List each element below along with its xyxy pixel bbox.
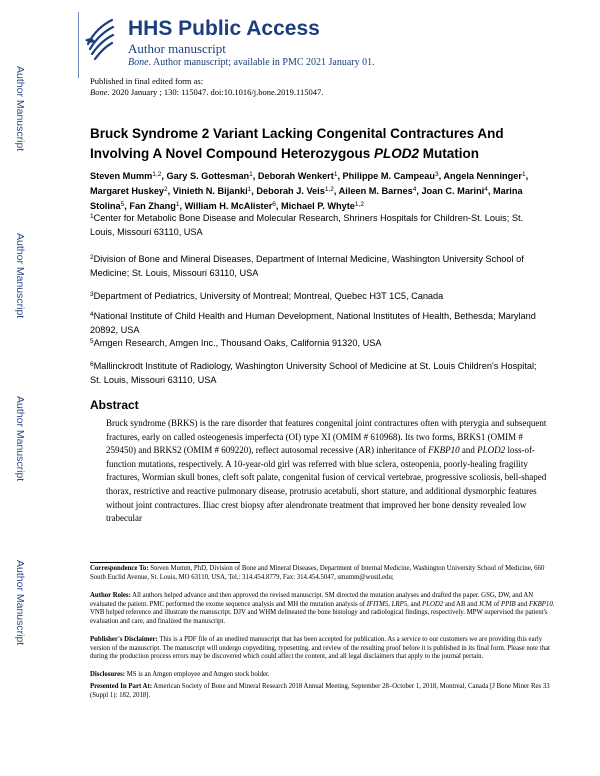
affiliation-number: 4 <box>90 311 94 318</box>
footnote-presented <box>90 683 555 700</box>
author-name: Joan C. Marini <box>421 186 485 196</box>
disclaimer-text: This is a PDF file of an unedited manuscript that has been accepted for publication. As a service to our customers we are providing this early version of the manuscript. The manuscript will undergo copyediting, typesetting, and review of the resulting proof before it is published in its final form. Please note that during the production process errors may be discovered which could affect the content, and all legal disclaimers that apply to the journal pertain. <box>90 636 550 661</box>
affiliation-text: Center for Metabolic Bone Disease and Molecular Research, Shriners Hospitals for Children-St. Louis; St. Louis, Missouri 63110, USA <box>90 213 524 237</box>
author <box>90 171 161 181</box>
side-label-author-manuscript-4: Author Manuscript <box>14 560 26 646</box>
author-roles-text-3: and AB and JCM of <box>443 600 501 608</box>
footnote-publisher-disclaimer <box>90 636 555 662</box>
publication-info <box>90 76 323 98</box>
title-part-2: Mutation <box>419 146 480 161</box>
affiliation-text: Mallinckrodt Institute of Radiology, Washington University School of Medicine at St. Louis Children's Hospital; St. Louis, Missouri 63110, USA <box>90 361 537 385</box>
author <box>173 186 252 196</box>
hhs-public-access-title: HHS Public Access <box>128 17 320 40</box>
abstract-gene-1: FKBP10 <box>428 445 460 456</box>
author-name: Vinieth N. Bijanki <box>172 186 248 196</box>
journal-availability-line <box>128 57 375 68</box>
author-affiliation-sup: 1 <box>249 171 253 178</box>
affiliation-number: 3 <box>90 291 94 298</box>
author-name: Deborah J. Veis <box>256 186 325 196</box>
author <box>443 171 525 181</box>
disclosures-label: Disclosures: <box>90 671 125 678</box>
author <box>90 186 168 196</box>
author-name: Margaret Huskey <box>90 186 165 196</box>
affiliation-text: Department of Pediatrics, University of Montreal; Montreal, Quebec H3T 1C5, Canada <box>93 291 444 301</box>
journal-name: Bone <box>128 57 149 68</box>
author-name: Aileen M. Barnes <box>338 186 413 196</box>
author-roles-text-4: and <box>515 600 529 608</box>
abstract-gene-2: PLOD2 <box>477 445 506 456</box>
author-affiliation-sup: 4 <box>484 186 488 193</box>
availability-text: . Author manuscript; available in PMC 2021 January 01. <box>148 57 375 68</box>
affiliation-2 <box>90 251 550 280</box>
affiliation-4 <box>90 308 550 337</box>
side-label-author-manuscript-1: Author Manuscript <box>14 66 26 152</box>
author-manuscript-subtitle: Author manuscript <box>128 41 226 56</box>
abstract-heading: Abstract <box>90 398 139 412</box>
presented-text: American Society of Bone and Mineral Research 2018 Annual Meeting, September 28–October 1, 2018, Montreal, Canada [J Bone Miner Res 33 (Suppl 1): 182, 2018]. <box>90 683 550 699</box>
author <box>258 171 338 181</box>
author-roles-gene-3: PPIB <box>500 600 516 608</box>
author-roles-label: Author Roles: <box>90 592 131 599</box>
author-affiliation-sup: 3 <box>434 171 439 178</box>
title-part-1: Bruck Syndrome 2 Variant Lacking Congenital Contractures And Involving A Novel Compound Heterozygous <box>90 126 504 161</box>
author-affiliation-sup: 1,2 <box>324 186 334 193</box>
author-affiliation-sup: 1,2 <box>152 171 162 178</box>
correspondence-text: Steven Mumm, PhD, Division of Bone and Mineral Diseases, Department of Internal Medicine, Washington University School of Medicine, 660 South Euclid Avenue, St. Louis, MO 63110, USA, Tel.: 314.454.8779, Fax: 314.454.5047, smumm@wustl.edu; <box>90 565 545 581</box>
author-affiliation-sup: 1 <box>333 171 338 178</box>
presented-label: Presented In Part At: <box>90 683 152 690</box>
author-affiliation-sup: 6 <box>272 201 276 208</box>
author-name: Philippe M. Campeau <box>342 171 435 181</box>
author-name: William H. McAlister <box>184 201 273 211</box>
author-roles-text-5: . VNB helped reference and illustrate the manuscript. DJV and WHM delineated the bone histology and radiological findings, respectively. MPW supervised the patient's evaluation and care, and finalized the manuscript. <box>90 600 555 625</box>
correspondence-label: Correspondence To: <box>90 565 149 572</box>
author-name: Fan Zhang <box>129 201 176 211</box>
hhs-eagle-logo-icon <box>82 14 116 62</box>
author <box>256 186 333 196</box>
author-name: Angela Nenninger <box>443 171 522 181</box>
affiliation-3 <box>90 288 550 304</box>
author <box>343 171 439 181</box>
author-name: Deborah Wenkert <box>257 171 334 181</box>
footnote-divider <box>90 562 240 563</box>
citation-line <box>90 87 323 98</box>
author <box>166 171 252 181</box>
author-affiliation-sup: 4 <box>412 186 417 193</box>
affiliation-number: 1 <box>90 213 94 220</box>
published-in-label: Published in final edited form as: <box>90 76 204 86</box>
disclosures-text: MS is an Amgen employee and Amgen stock holder. <box>125 671 270 678</box>
author-roles-text-2: and <box>408 600 423 608</box>
abstract-part-1: Bruck syndrome (BRKS) is the rare disorder that features congenital joint contractures often with pterygia and subsequent fractures, early on called osteogenesis imperfecta (OI) type XI (OMIM # 610968). Its two forms, BRKS1 (OMIM # 259450) and BRKS2 (OMIM # 609220), reflect autosomal recessive (AR) inheritance of <box>106 418 547 456</box>
abstract-text <box>106 417 551 526</box>
citation-journal: Bone <box>90 87 108 97</box>
footnote-disclosures <box>90 671 555 680</box>
abstract-part-2: loss-of-function mutations, respectively. A 10-year-old girl was referred with blue sclera, osteopenia, poorly-healing fragility fractures, Wormian skull bones, cleft soft palate, congenital fusion of cervical vertebrae, progressive scoliosis, bell-shaped thorax, restrictive and reactive pulmonary disease, protrusio acetabuli, short stature, and additional dysmorphic features without joint contractures. Iliac crest biopsy after alendronate treatment that improved her bone density revealed low trabecular <box>106 445 547 524</box>
abstract-and: and <box>459 445 478 456</box>
author-name: Michael P. Whyte <box>281 201 355 211</box>
author-list: Steven Mumm$^{1,2}$, Gary S. Gottesman$^1$, Deborah Wenkert$^1$, Philippe M. Campeau$^3$, Angela Nenninger$^1$, Margaret Huskey$^2$, Vinieth N. Bijanki$^1$, Deborah J. Veis$^{1,2}$, Aileen M. Barnes$^4$, Joan C. Marini$^4$, Marina Stolina$^5$, Fan Zhang$^1$, William H. McAlister$^6$, Michael P. Whyte$^{1,2}$ <box>90 171 529 211</box>
affiliation-number: 6 <box>90 361 94 368</box>
header-divider <box>78 12 79 78</box>
affiliation-1 <box>90 210 550 239</box>
author-name: Gary S. Gottesman <box>166 171 250 181</box>
side-label-author-manuscript-2: Author Manuscript <box>14 233 26 319</box>
author-roles-gene-2: PLOD2 <box>422 600 444 608</box>
affiliation-6 <box>90 358 550 387</box>
author-affiliation-sup: 1 <box>175 201 180 208</box>
author-affiliation-sup: 1 <box>247 186 252 193</box>
title-gene: PLOD2 <box>374 146 420 161</box>
author-name: Steven Mumm <box>90 171 153 181</box>
citation-text: . 2020 January ; 130: 115047. doi:10.1016/j.bone.2019.115047. <box>107 87 324 97</box>
side-label-author-manuscript-3: Author Manuscript <box>14 396 26 482</box>
author-affiliation-sup: 5 <box>120 201 125 208</box>
disclaimer-label: Publisher's Disclaimer: <box>90 636 158 643</box>
author <box>421 186 487 196</box>
author-name: Marina Stolina <box>90 186 523 211</box>
article-title <box>90 124 550 164</box>
author-affiliation-sup: 2 <box>164 186 168 193</box>
affiliation-number: 2 <box>90 254 94 261</box>
author <box>339 186 417 196</box>
author-roles-gene-4: FKBP10 <box>528 600 553 608</box>
affiliation-text: Division of Bone and Mineral Diseases, Department of Internal Medicine, Washington University School of Medicine; St. Louis, Missouri 63110, USA <box>90 254 524 278</box>
affiliation-text: Amgen Research, Amgen Inc., Thousand Oaks, California 91320, USA <box>93 338 382 348</box>
author-roles-gene-1: IFITM5, LRP5, <box>366 600 409 608</box>
author-affiliation-sup: 1 <box>521 171 526 178</box>
footnote-author-roles <box>90 592 555 626</box>
footnote-correspondence <box>90 565 555 582</box>
author-affiliation-sup: 1,2 <box>354 201 364 208</box>
affiliation-number: 5 <box>90 338 94 345</box>
author-roles-text-1: All authors helped advance and then approved the revised manuscript. SM directed the mutation analyses and drafted the paper. GSG, DW, and AN evaluated the patient. PMC performed the exome sequence analysis and MH the mutation analysis of <box>90 592 534 608</box>
affiliation-5 <box>90 335 550 351</box>
affiliation-text: National Institute of Child Health and Human Development, National Institutes of Health, Bethesda; Maryland 20892, USA <box>90 311 536 335</box>
